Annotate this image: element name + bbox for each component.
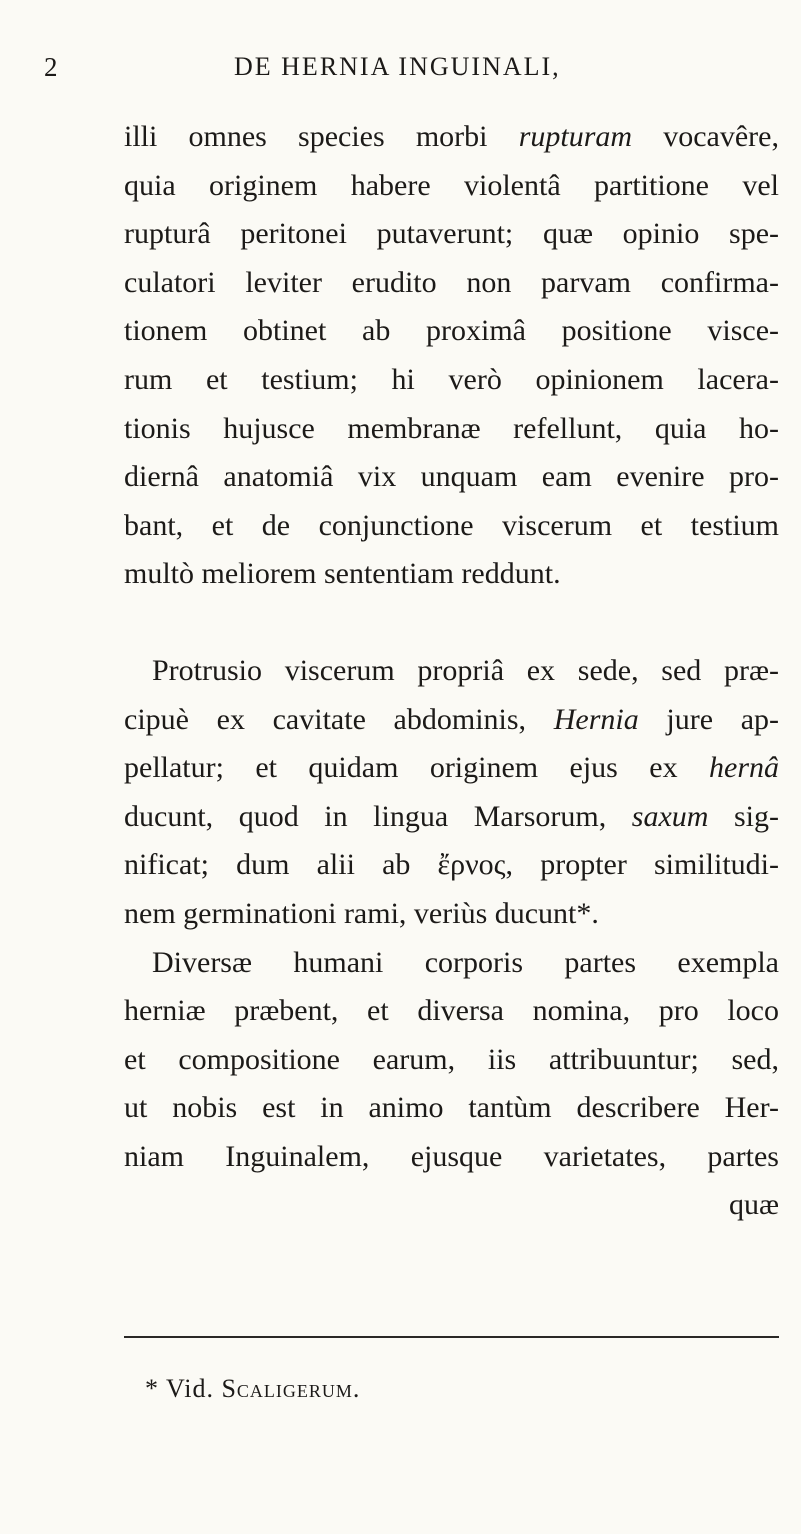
paragraph-1 [124, 113, 779, 599]
text-run: sig- [708, 799, 780, 833]
text-line [124, 744, 779, 793]
text-line [124, 113, 779, 162]
text-line [124, 453, 779, 502]
text-line [124, 259, 779, 308]
text-run: niam Inguinalem, ejusque varietates, partes [124, 1139, 779, 1173]
body-text [124, 113, 779, 1230]
text-line [124, 890, 779, 939]
text-run: pellatur; et quidam originem ejus ex [124, 751, 709, 785]
text-run: nem germinationi rami, veriùs ducunt*. [124, 896, 599, 930]
text-line [124, 939, 779, 988]
text-line [124, 1036, 779, 1085]
text-run: vocavêre, [632, 120, 779, 153]
italic-term: saxum [631, 799, 709, 833]
text-line [124, 647, 779, 696]
text-run: diernâ anatomiâ vix unquam eam evenire pro- [124, 460, 779, 494]
catchword: quæ [728, 1188, 779, 1222]
text-line [124, 987, 779, 1036]
text-run: Diversæ humani corporis partes exempla [152, 945, 779, 979]
text-run: et compositione earum, iis attribuuntur; sed, [124, 1042, 779, 1076]
running-head-title: DE HERNIA INGUINALI, [234, 52, 561, 81]
text-line [124, 1133, 779, 1182]
text-run: rum et testium; hi verò opinionem lacera- [124, 362, 779, 396]
text-line [124, 162, 779, 211]
footnote-rule [124, 1336, 779, 1338]
italic-term: Hernia [553, 702, 639, 736]
paragraph-3 [124, 939, 779, 1182]
text-line [124, 550, 779, 599]
text-run: culatori leviter erudito non parvam confirma- [124, 265, 779, 299]
text-line [124, 210, 779, 259]
text-line [124, 356, 779, 405]
italic-term: hernâ [709, 751, 779, 785]
text-run: bant, et de conjunctione viscerum et testium [124, 508, 779, 542]
paragraph-2 [124, 647, 779, 939]
footnote-marker: * Vid. [145, 1374, 222, 1403]
text-run: illi omnes species morbi [124, 120, 519, 153]
text-run: tionem obtinet ab proximâ positione visce- [124, 314, 779, 348]
text-line [124, 1084, 779, 1133]
text-run: herniæ præbent, et diversa nomina, pro loco [124, 994, 779, 1028]
page-number: 2 [44, 52, 58, 82]
text-run: Protrusio viscerum propriâ ex sede, sed præ- [152, 653, 779, 687]
text-line [124, 793, 779, 842]
text-line [124, 405, 779, 454]
footnote [145, 1374, 360, 1404]
text-run: jure ap- [638, 702, 779, 736]
text-line [124, 696, 779, 745]
text-run: tionis hujusce membranæ refellunt, quia ho- [124, 411, 779, 445]
text-run: nificat; dum alii ab ἔρνος, propter similitudi- [124, 848, 779, 882]
text-run: ducunt, quod in lingua Marsorum, [124, 799, 632, 833]
text-run: multò meliorem sententiam reddunt. [124, 557, 561, 591]
text-line [124, 841, 779, 890]
footnote-name: Scaligerum. [221, 1374, 361, 1403]
text-run: cipuè ex cavitate abdominis, [124, 702, 554, 736]
text-run: quia originem habere violentâ partitione vel [124, 168, 779, 202]
text-run: rupturâ peritonei putaverunt; quæ opinio spe- [124, 217, 779, 251]
running-head [44, 52, 744, 92]
text-line [124, 502, 779, 551]
italic-term: rupturam [518, 120, 633, 153]
text-run: ut nobis est in animo tantùm describere Her- [124, 1091, 779, 1125]
text-line [124, 307, 779, 356]
